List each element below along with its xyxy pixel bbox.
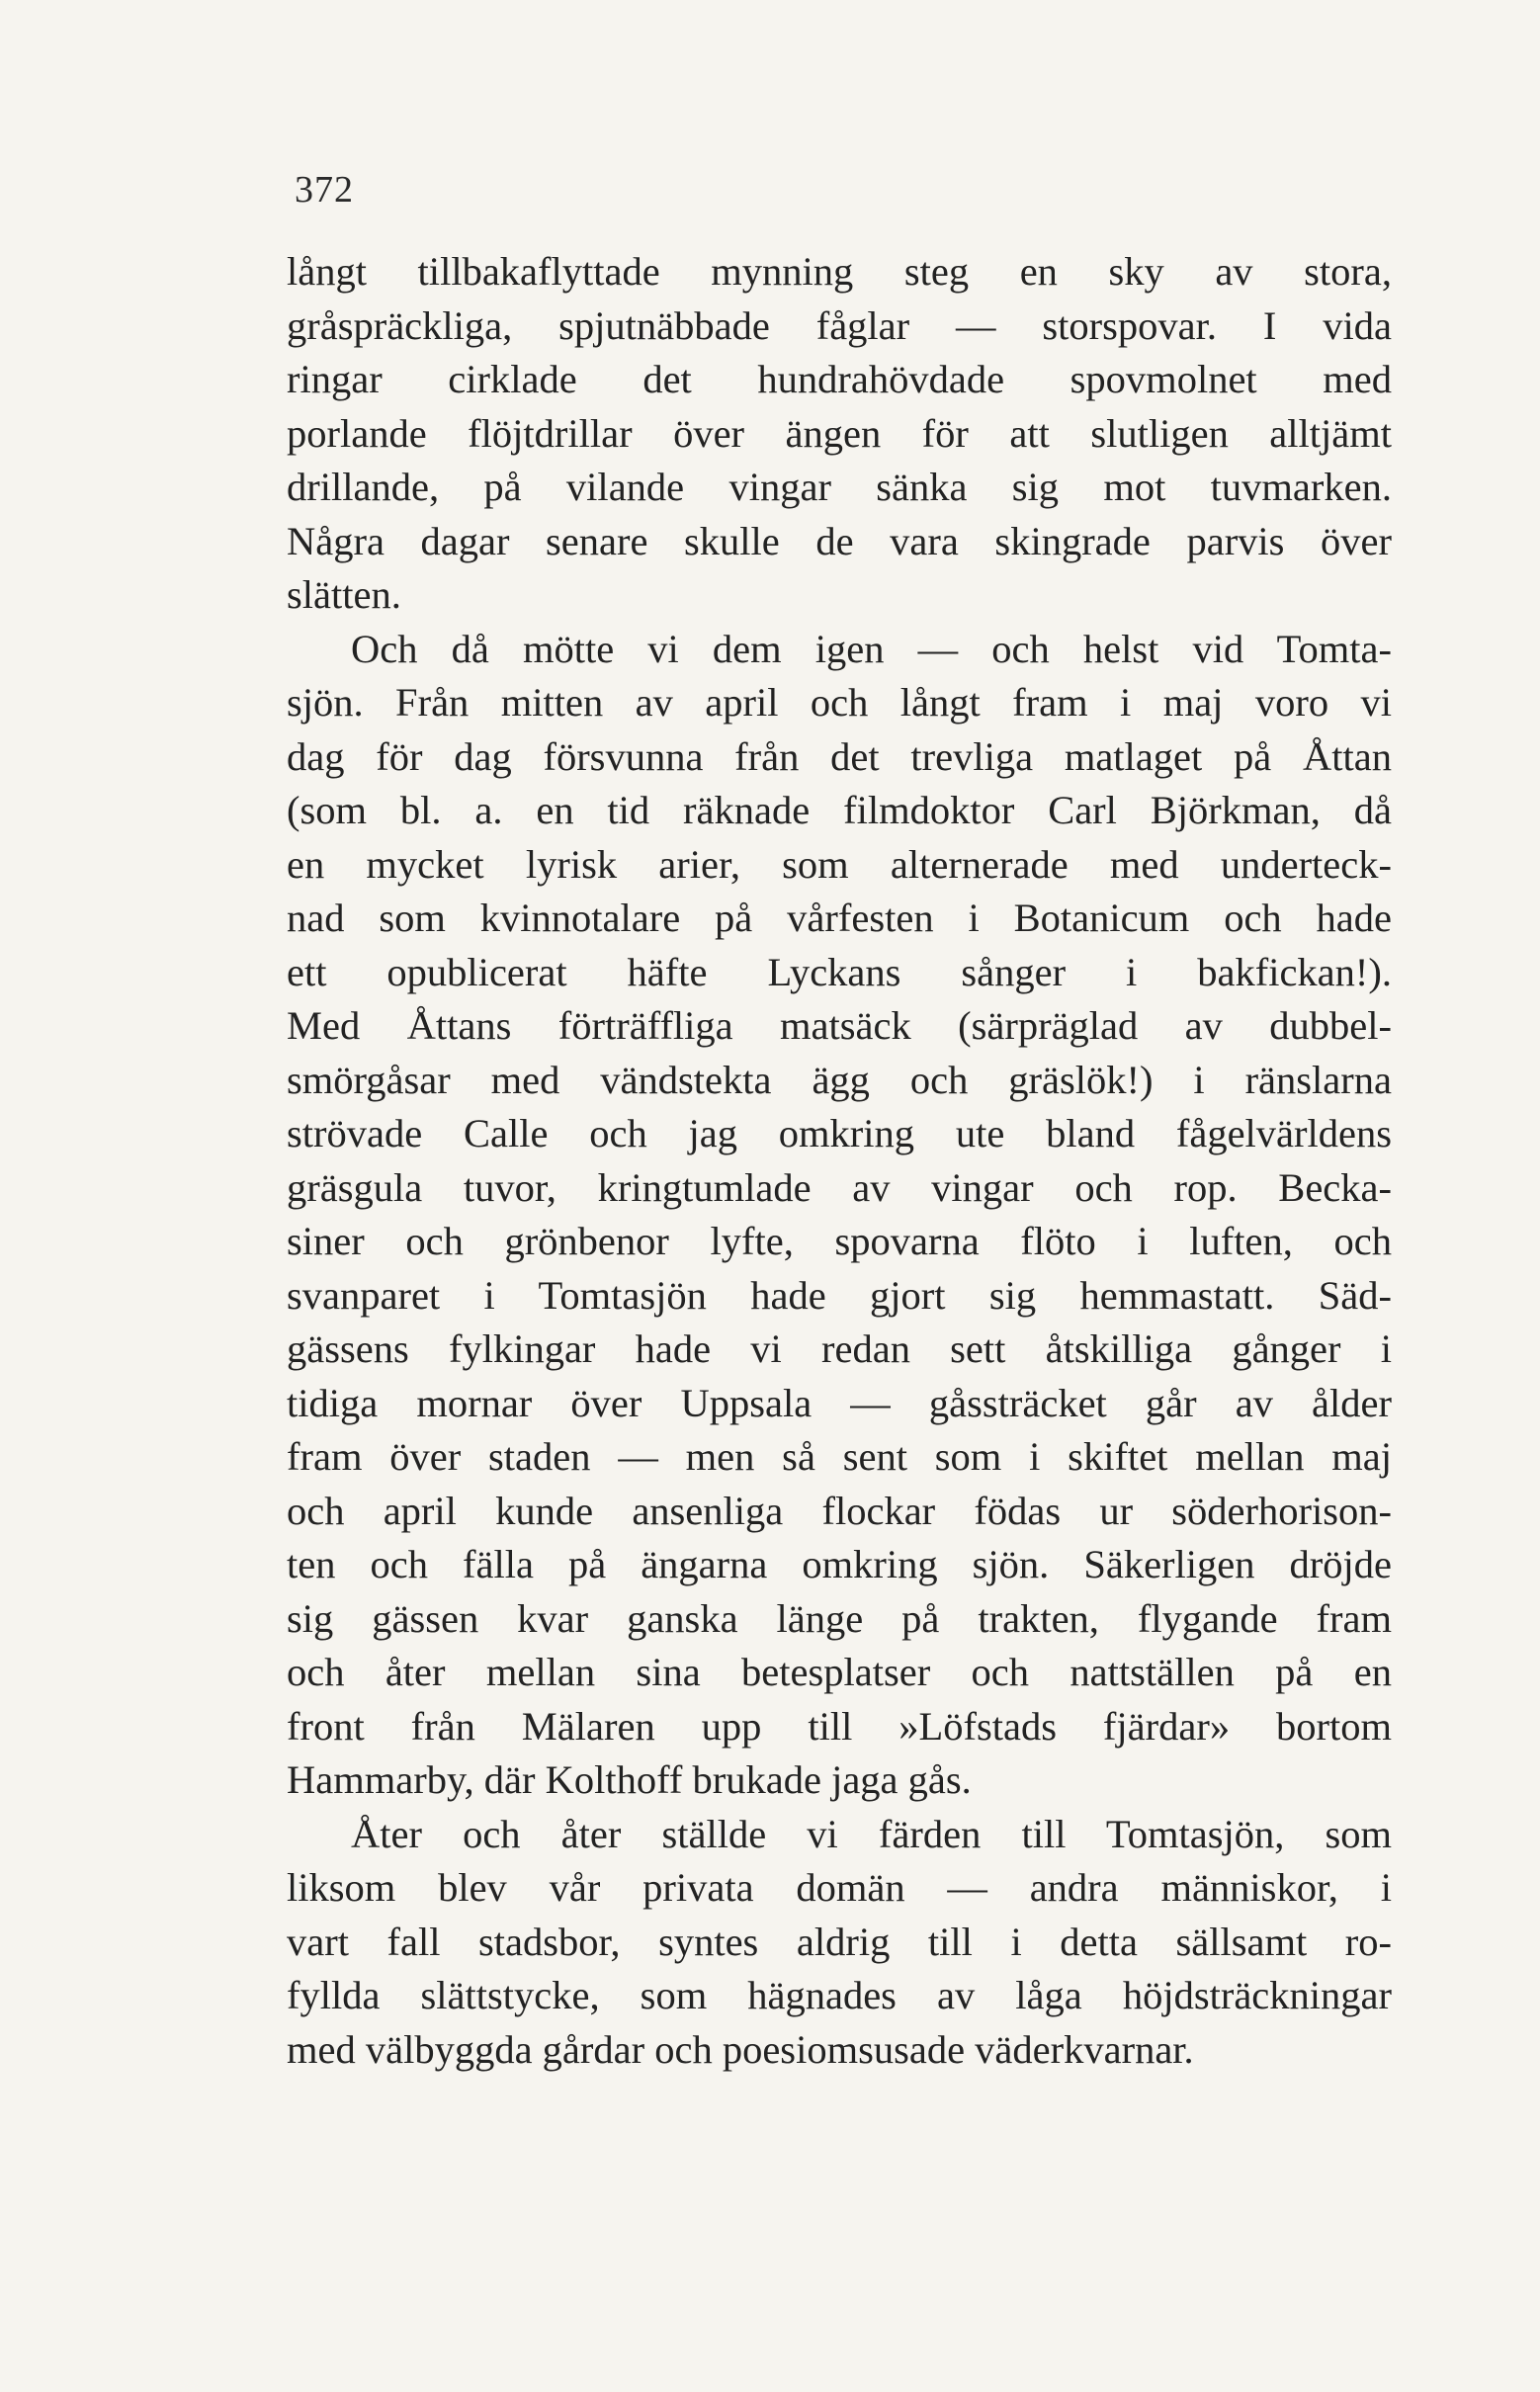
text-line: Med Åttans förträffliga matsäck (särpräglad av dubbel-	[287, 1003, 1392, 1048]
text-line: ett opublicerat häfte Lyckans sånger i bakfickan!).	[287, 949, 1392, 994]
text-line: långt tillbakaflyttade mynning steg en sky av stora,	[287, 249, 1392, 294]
text-line: front från Mälaren upp till »Löfstads fjärdar» bortom	[287, 1703, 1392, 1749]
text-line: och åter mellan sina betesplatser och nattställen på en	[287, 1650, 1392, 1694]
text-line: Och då mötte vi dem igen — och helst vid Tomta-	[351, 626, 1392, 671]
text-line: Några dagar senare skulle de vara skingrade parvis över	[287, 518, 1392, 563]
text-line: nad som kvinnotalare på vårfesten i Botanicum och hade	[287, 896, 1392, 940]
text-line: drillande, på vilande vingar sänka sig mot tuvmarken.	[287, 465, 1392, 509]
text-line: och april kunde ansenliga flockar födas ur söderhorison-	[287, 1488, 1392, 1533]
text-line: ten och fälla på ängarna omkring sjön. Säkerligen dröjde	[287, 1542, 1392, 1586]
text-line: gråspräckliga, spjutnäbbade fåglar — storspovar. I vida	[287, 302, 1392, 348]
text-line: fram över staden — men så sent som i skiftet mellan maj	[287, 1434, 1392, 1479]
text-line: smörgåsar med vändstekta ägg och gräslök!) i ränslarna	[287, 1057, 1392, 1102]
text-line: sjön. Från mitten av april och långt fram i maj voro vi	[287, 680, 1392, 725]
page-number: 372	[295, 169, 354, 211]
text-line: slätten.	[287, 572, 401, 617]
text-line: svanparet i Tomtasjön hade gjort sig hemmastatt. Säd-	[287, 1272, 1392, 1318]
body-text	[287, 245, 1392, 2077]
text-line: en mycket lyrisk arier, som alternerade med underteck-	[287, 841, 1392, 887]
text-line: liksom blev vår privata domän — andra människor, i	[287, 1865, 1392, 1910]
text-line: dag för dag försvunna från det trevliga matlaget på Åttan	[287, 733, 1392, 779]
text-line: med välbyggda gårdar och poesiomsusade väderkvarnar.	[287, 2026, 1194, 2072]
text-line: vart fall stadsbor, syntes aldrig till i detta sällsamt ro-	[287, 1919, 1392, 1964]
text-line: sig gässen kvar ganska länge på trakten, flygande fram	[287, 1595, 1392, 1641]
text-line: strövade Calle och jag omkring ute bland fågelvärldens	[287, 1111, 1392, 1155]
text-line: gräsgula tuvor, kringtumlade av vingar och rop. Becka-	[287, 1164, 1392, 1210]
text-line: (som bl. a. en tid räknade filmdoktor Carl Björkman, då	[287, 788, 1392, 832]
paragraph	[287, 245, 1392, 623]
text-line: fyllda slättstycke, som hägnades av låga höjdsträckningar	[287, 1973, 1392, 2017]
text-line: siner och grönbenor lyfte, spovarna flöto i luften, och	[287, 1219, 1392, 1263]
paragraph	[287, 1808, 1392, 2078]
text-line: Åter och åter ställde vi färden till Tomtasjön, som	[351, 1811, 1392, 1856]
text-line: tidiga mornar över Uppsala — gåssträcket går av ålder	[287, 1380, 1392, 1425]
text-line: ringar cirklade det hundrahövdade spovmolnet med	[287, 357, 1392, 401]
text-line: Hammarby, där Kolthoff brukade jaga gås.	[287, 1757, 972, 1802]
paragraph	[287, 623, 1392, 1808]
text-line: gässens fylkingar hade vi redan sett åtskilliga gånger i	[287, 1326, 1392, 1371]
text-line: porlande flöjtdrillar över ängen för att slutligen alltjämt	[287, 410, 1392, 456]
